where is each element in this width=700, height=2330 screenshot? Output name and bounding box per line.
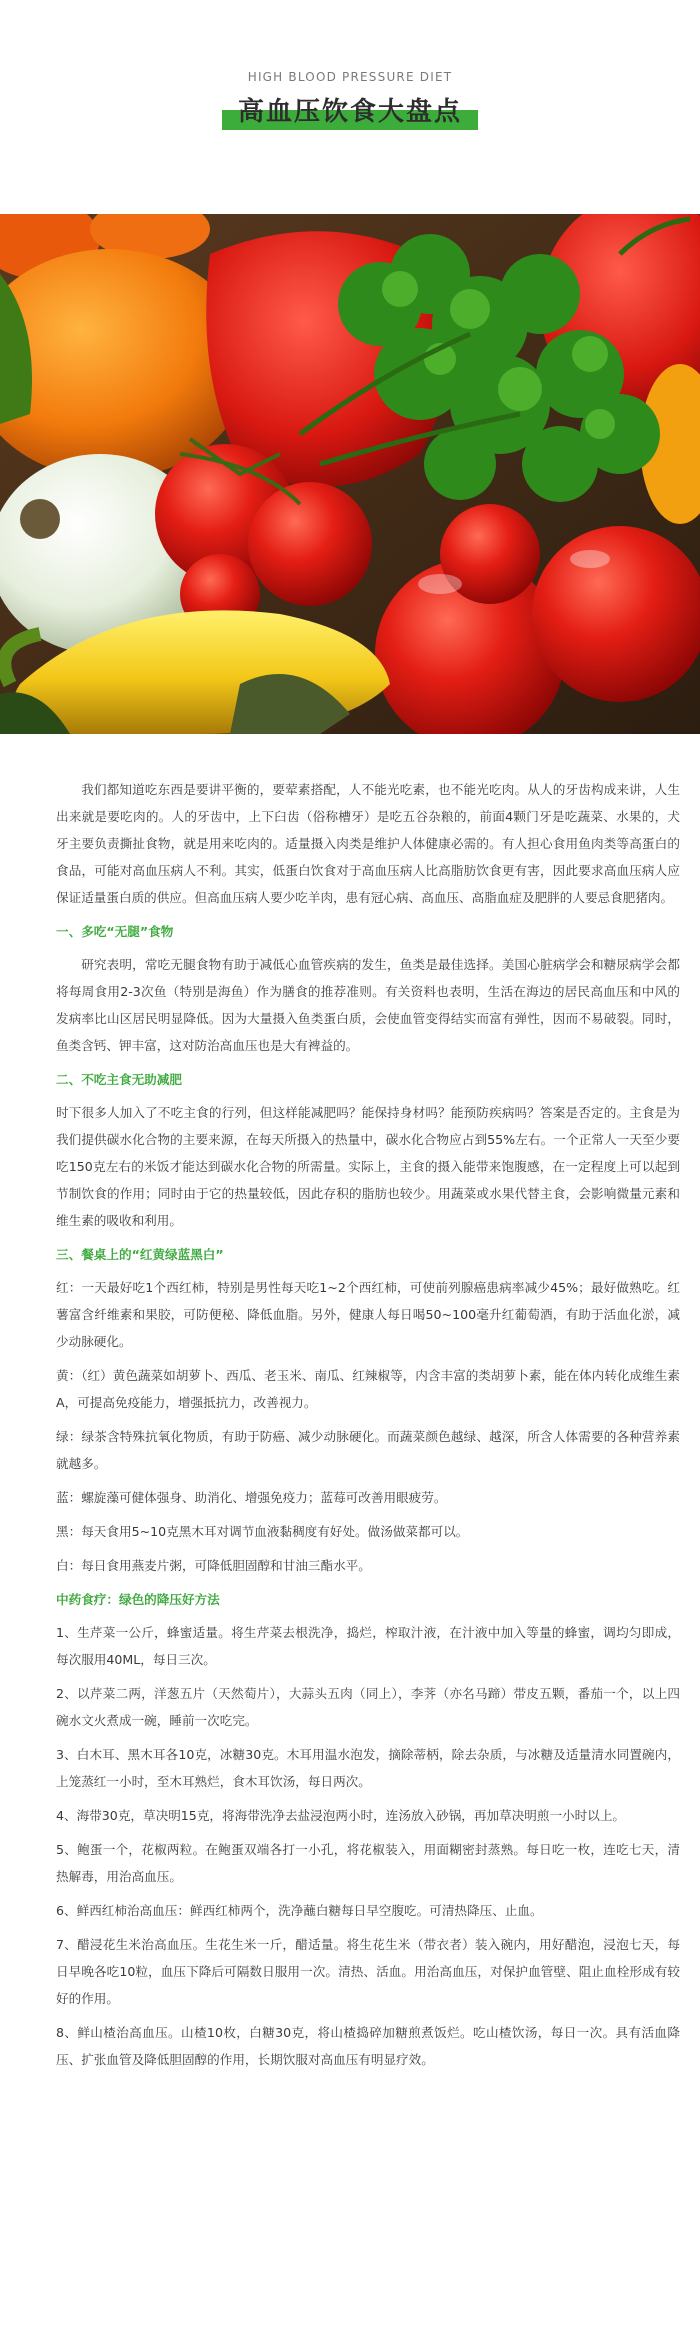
large-tomato bbox=[532, 526, 700, 702]
section-heading: 二、不吃主食无助减肥 bbox=[56, 1072, 182, 1087]
section-heading: 一、多吃“无腿”食物 bbox=[56, 924, 174, 939]
eggplant-stem bbox=[20, 499, 60, 539]
tomato-highlight bbox=[418, 574, 462, 594]
tomato bbox=[248, 482, 372, 606]
title-block bbox=[0, 92, 700, 136]
intro-paragraph: 我们都知道吃东西是要讲平衡的，要荤素搭配，人不能光吃素，也不能光吃肉。从人的牙齿构成来讲，人生出来就是要吃肉的。人的牙齿中，上下臼齿（俗称槽牙）是吃五谷杂粮的，前面4颗门牙是吃蔬菜、水果的，犬牙主要负责撕扯食物，就是用来吃肉的。适量摄入肉类是维护人体健康必需的。有人担心食用鱼肉类等高蛋白的食品，可能对高血压病人不利。其实，低蛋白饮食对于高血压病人比高脂肪饮食更有害，因此要求高血压病人应保证适量蛋白质的供应。但高血压病人要少吃羊肉，患有冠心病、高血压、高脂血症及肥胖的人要忌食肥猪肉。 bbox=[56, 782, 680, 905]
color-item-red: 红：一天最好吃1个西红柿，特别是男性每天吃1~2个西红柿，可使前列腺癌患病率减少45%；最好做熟吃。红薯富含纤维素和果胶，可防便秘、降低血脂。另外，健康人每日喝50~100毫升红葡萄酒，有助于活血化淤，减少动脉硬化。 bbox=[56, 1280, 680, 1349]
remedy-item: 7、醋浸花生米治高血压。生花生米一斤，醋适量。将生花生米（带衣者）装入碗内，用好醋泡，浸泡七天，每日早晚各吃10粒，血压下降后可隔数日服用一次。清热、活血。用治高血压，对保护血管壁、阻止血栓形成有较好的作用。 bbox=[56, 1937, 680, 2006]
vegetables-photo-icon bbox=[0, 214, 700, 734]
tomato-highlight bbox=[570, 550, 610, 568]
remedy-item: 1、生芹菜一公斤，蜂蜜适量。将生芹菜去根洗净，捣烂，榨取汁液，在汁液中加入等量的蜂蜜，调均匀即成，每次服用40ML，每日三次。 bbox=[56, 1625, 680, 1667]
vegetables-illustration bbox=[0, 214, 700, 734]
remedy-item: 8、鲜山楂治高血压。山楂10枚，白糖30克，将山楂捣碎加糖煎煮饭烂。吃山楂饮汤，每日一次。具有活血降压、扩张血管及降低胆固醇的作用，长期饮服对高血压有明显疗效。 bbox=[56, 2025, 680, 2067]
english-title: HIGH BLOOD PRESSURE DIET bbox=[247, 70, 453, 84]
remedy-item: 2、以芹菜二两，洋葱五片（天然萄片），大蒜头五肉（同上），李荠（亦名马蹄）带皮五颗，番茄一个，以上四碗水文火煮成一碗，睡前一次吃完。 bbox=[56, 1686, 680, 1728]
article-body bbox=[0, 734, 700, 2073]
remedies-heading: 中药食疗：绿色的降压好方法 bbox=[56, 1592, 220, 1607]
color-item-green: 绿：绿茶含特殊抗氧化物质，有助于防癌、减少动脉硬化。而蔬菜颜色越绿、越深，所含人体需要的各种营养素就越多。 bbox=[56, 1429, 680, 1471]
section-paragraph: 研究表明，常吃无腿食物有助于减低心血管疾病的发生，鱼类是最佳选择。美国心脏病学会和糖尿病学会都将每周食用2-3次鱼（特别是海鱼）作为膳食的推荐准则。有关资料也表明，生活在海边的居民高血压和中风的发病率比山区居民明显降低。因为大量摄入鱼类蛋白质，会使血管变得结实而富有弹性，因而不易破裂。同时，鱼类含钙、钾丰富，这对防治高血压也是大有裨益的。 bbox=[56, 957, 680, 1053]
color-item-black: 黑：每天食用5~10克黑木耳对调节血液黏稠度有好处。做汤做菜都可以。 bbox=[56, 1524, 469, 1539]
section-heading: 三、餐桌上的“红黄绿蓝黑白” bbox=[56, 1247, 224, 1262]
remedy-item: 5、鲍蛋一个，花椒两粒。在鲍蛋双端各打一小孔，将花椒装入，用面糊密封蒸熟。每日吃一枚，连吃七天，清热解毒，用治高血压。 bbox=[56, 1842, 680, 1884]
color-item-yellow: 黄：（红）黄色蔬菜如胡萝卜、西瓜、老玉米、南瓜、红辣椒等，内含丰富的类胡萝卜素，能在体内转化成维生素A，可提高免疫能力，增强抵抗力，改善视力。 bbox=[56, 1368, 680, 1410]
remedy-item: 6、鲜西红柿治高血压：鲜西红柿两个，洗净蘸白糖每日早空腹吃。可清热降压、止血。 bbox=[56, 1903, 543, 1918]
color-item-white: 白：每日食用燕麦片粥，可降低胆固醇和甘油三酯水平。 bbox=[56, 1558, 371, 1573]
page-title: 高血压饮食大盘点 bbox=[237, 97, 462, 127]
header bbox=[0, 0, 700, 214]
remedy-item: 3、白木耳、黑木耳各10克，冰糖30克。木耳用温水泡发，摘除蒂柄，除去杂质，与冰糖及适量清水同置碗内，上笼蒸红一小时，至木耳熟烂，食木耳饮汤，每日两次。 bbox=[56, 1747, 680, 1789]
remedy-item: 4、海带30克，草决明15克，将海带洗净去盐浸泡两小时，连汤放入砂锅，再加草决明煎一小时以上。 bbox=[56, 1808, 626, 1823]
section-paragraph: 时下很多人加入了不吃主食的行列，但这样能减肥吗？能保持身材吗？能预防疾病吗？答案是否定的。主食是为我们提供碳水化合物的主要来源，在每天所摄入的热量中，碳水化合物应占到55%左右。一个正常人一天至少要吃150克左右的米饭才能达到碳水化合物的所需量。实际上，主食的摄入能带来饱腹感，在一定程度上可以起到节制饮食的作用；同时由于它的热量较低，因此存积的脂肪也较少。用蔬菜或水果代替主食，会影响微量元素和维生素的吸收和利用。 bbox=[56, 1105, 680, 1228]
color-item-blue: 蓝：螺旋藻可健体强身、助消化、增强免疫力；蓝莓可改善用眼疲劳。 bbox=[56, 1490, 447, 1505]
